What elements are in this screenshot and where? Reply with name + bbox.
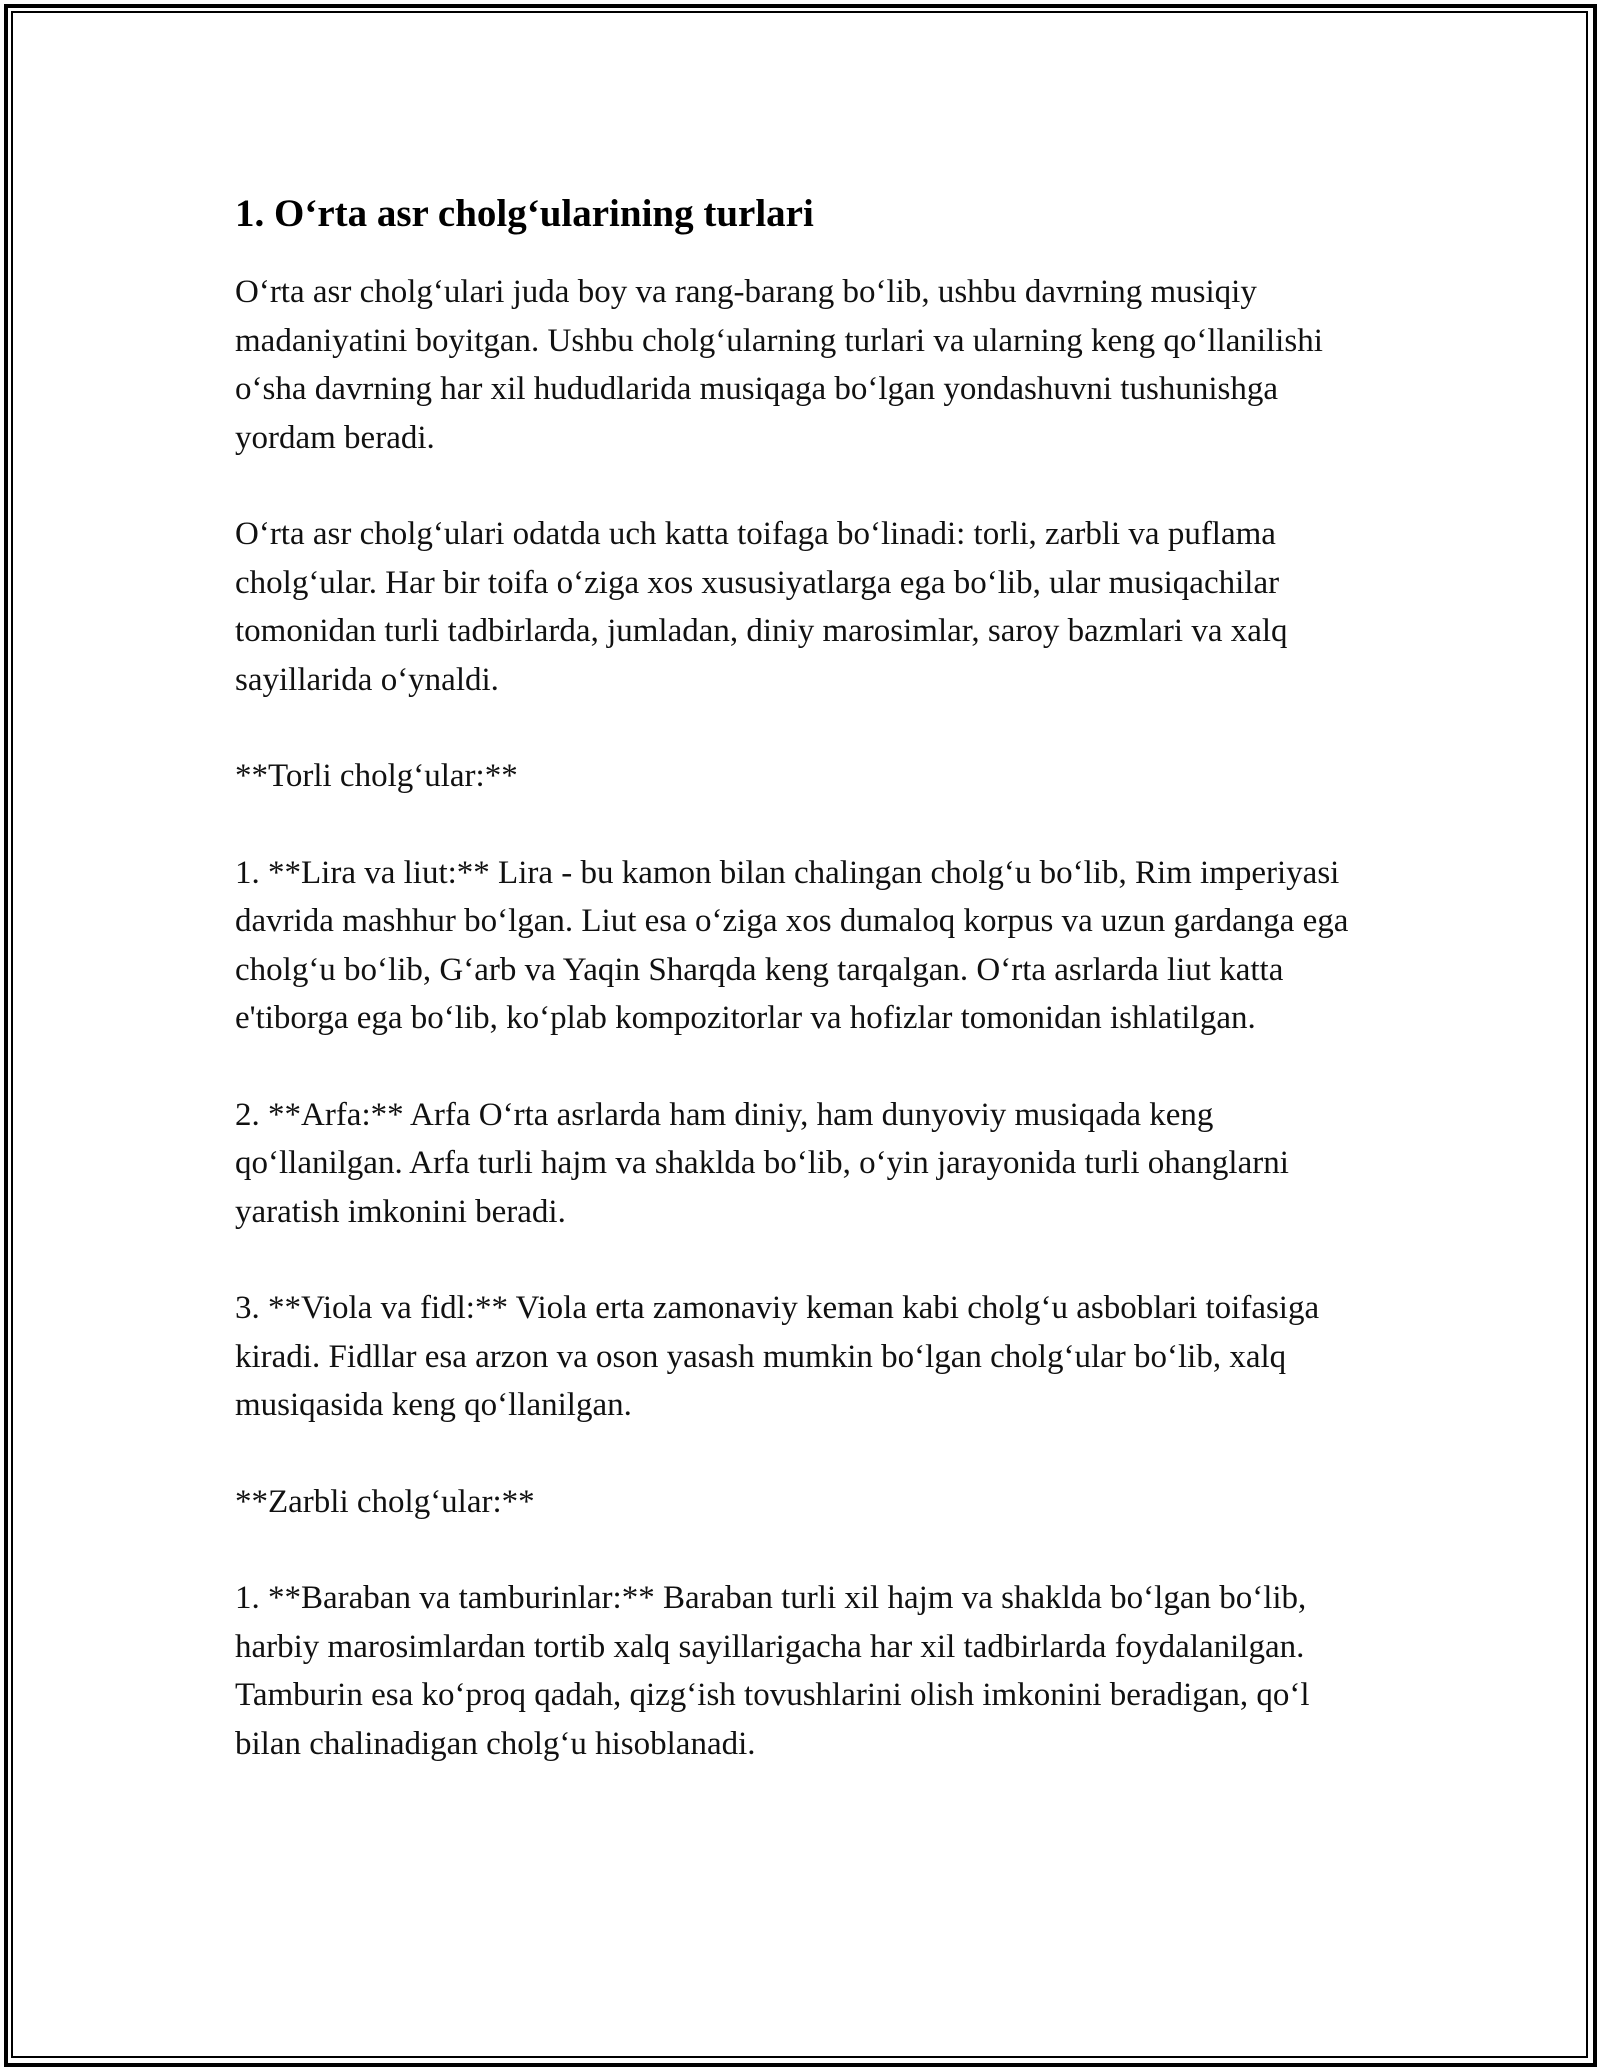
- list-item-viola-fidl: 3. **Viola va fidl:** Viola erta zamonaviy keman kabi cholg‘u asboblari toifasiga kiradi. Fidllar esa arzon va oson yasash mumkin bo‘lgan cholg‘ular bo‘lib, xalq musiqasida keng qo‘llanilgan.: [235, 1290, 1320, 1423]
- list-item-arfa: 2. **Arfa:** Arfa O‘rta asrlarda ham diniy, ham dunyoviy musiqada keng qo‘llanilgan. Arfa turli hajm va shaklda bo‘lib, o‘yin jarayonida turli ohanglarni yaratish imkonini beradi.: [235, 1096, 1289, 1230]
- intro-paragraph: O‘rta asr cholg‘ulari juda boy va rang-barang bo‘lib, ushbu davrning musiqiy madaniyatini boyitgan. Ushbu cholg‘ularning turlari va ularning keng qo‘llanilishi o‘sha davrning har xil hududlarida musiqaga bo‘lgan yondashuvni tushunishga yordam beradi.: [235, 274, 1323, 456]
- percussion-instruments-subheading: **Zarbli cholg‘ular:**: [235, 1483, 535, 1520]
- section-heading: 1. O‘rta asr cholg‘ularining turlari: [235, 192, 814, 235]
- list-item-lira-liut: 1. **Lira va liut:** Lira - bu kamon bilan chalingan cholg‘u bo‘lib, Rim imperiyasi davrida mashhur bo‘lgan. Liut esa o‘ziga xos dumaloq korpus va uzun gardanga ega cholg‘u bo‘lib, G‘arb va Yaqin Sharqda keng tarqalgan. O‘rta asrlarda liut katta e'tiborga ega bo‘lib, ko‘plab kompozitorlar va hofizlar tomonidan ishlatilgan.: [235, 854, 1349, 1036]
- list-item-baraban-tamburin: 1. **Baraban va tamburinlar:** Baraban turli xil hajm va shaklda bo‘lgan bo‘lib, harbiy marosimlardan tortib xalq sayillarigacha har xil tadbirlarda foydalanilgan. Tamburin esa ko‘proq qadah, qizg‘ish tovushlarini olish imkonini beradigan, qo‘l bilan chalinadigan cholg‘u hisoblanadi.: [235, 1580, 1310, 1762]
- string-instruments-subheading: **Torli cholg‘ular:**: [235, 758, 518, 794]
- document-body: [235, 188, 1370, 1768]
- categories-paragraph: O‘rta asr cholg‘ulari odatda uch katta toifaga bo‘linadi: torli, zarbli va puflama cholg‘ular. Har bir toifa o‘ziga xos xususiyatlarga ega bo‘lib, ular musiqachilar tomonidan turli tadbirlarda, jumladan, diniy marosimlar, saroy bazmlari va xalq sayillarida o‘ynaldi.: [235, 516, 1288, 698]
